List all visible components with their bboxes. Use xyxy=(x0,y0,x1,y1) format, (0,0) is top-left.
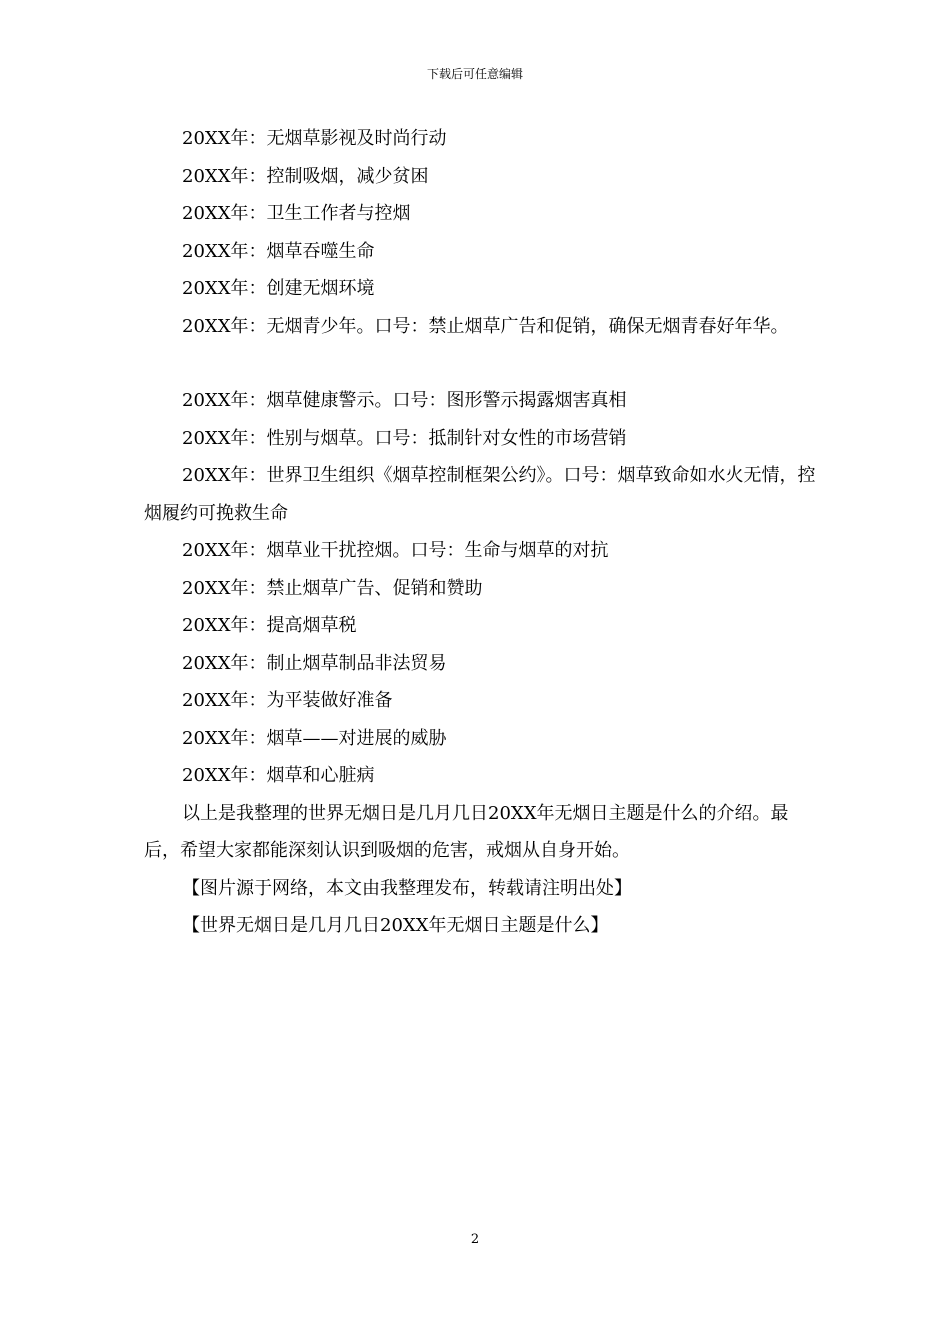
paragraph-theme-9: 20XX年：世界卫生组织《烟草控制框架公约》。口号：烟草致命如水火无情，控烟履约可挽救生命 xyxy=(144,465,816,524)
paragraph-theme-16: 20XX年：烟草和心脏病 xyxy=(182,765,375,786)
paragraph-theme-8: 20XX年：性别与烟草。口号：抵制针对女性的市场营销 xyxy=(182,427,627,449)
paragraph-theme-5: 20XX年：创建无烟环境 xyxy=(182,278,375,299)
paragraph-theme-15: 20XX年：烟草——对进展的威胁 xyxy=(182,727,447,749)
paragraph-theme-10: 20XX年：烟草业干扰控烟。口号：生命与烟草的对抗 xyxy=(182,540,609,561)
paragraph-conclusion: 以上是我整理的世界无烟日是几月几日20XX年无烟日主题是什么的介绍。最后，希望大家都能深刻认识到吸烟的危害，戒烟从自身开始。 xyxy=(144,802,789,861)
page-number: 2 xyxy=(470,1232,480,1247)
paragraph-theme-14: 20XX年：为平装做好准备 xyxy=(182,690,393,711)
paragraph-theme-11: 20XX年：禁止烟草广告、促销和赞助 xyxy=(182,577,483,599)
paragraph-theme-3: 20XX年：卫生工作者与控烟 xyxy=(182,203,411,224)
page-header: 下载后可任意编辑 xyxy=(426,67,523,81)
paragraph-theme-1: 20XX年：无烟草影视及时尚行动 xyxy=(182,128,447,149)
paragraph-theme-7: 20XX年：烟草健康警示。口号：图形警示揭露烟害真相 xyxy=(182,390,627,411)
paragraph-theme-2: 20XX年：控制吸烟，减少贫困 xyxy=(182,165,429,187)
paragraph-theme-13: 20XX年：制止烟草制品非法贸易 xyxy=(182,652,447,674)
document-body xyxy=(144,120,820,945)
blank-line xyxy=(144,345,820,382)
paragraph-theme-12: 20XX年：提高烟草税 xyxy=(182,615,357,636)
paragraph-theme-4: 20XX年：烟草吞噬生命 xyxy=(182,240,375,262)
paragraph-theme-6: 20XX年：无烟青少年。口号：禁止烟草广告和促销，确保无烟青春好年华。 xyxy=(182,315,789,337)
paragraph-title-note: 【世界无烟日是几月几日20XX年无烟日主题是什么】 xyxy=(182,915,609,936)
paragraph-source-note: 【图片源于网络，本文由我整理发布，转载请注明出处】 xyxy=(182,877,632,899)
